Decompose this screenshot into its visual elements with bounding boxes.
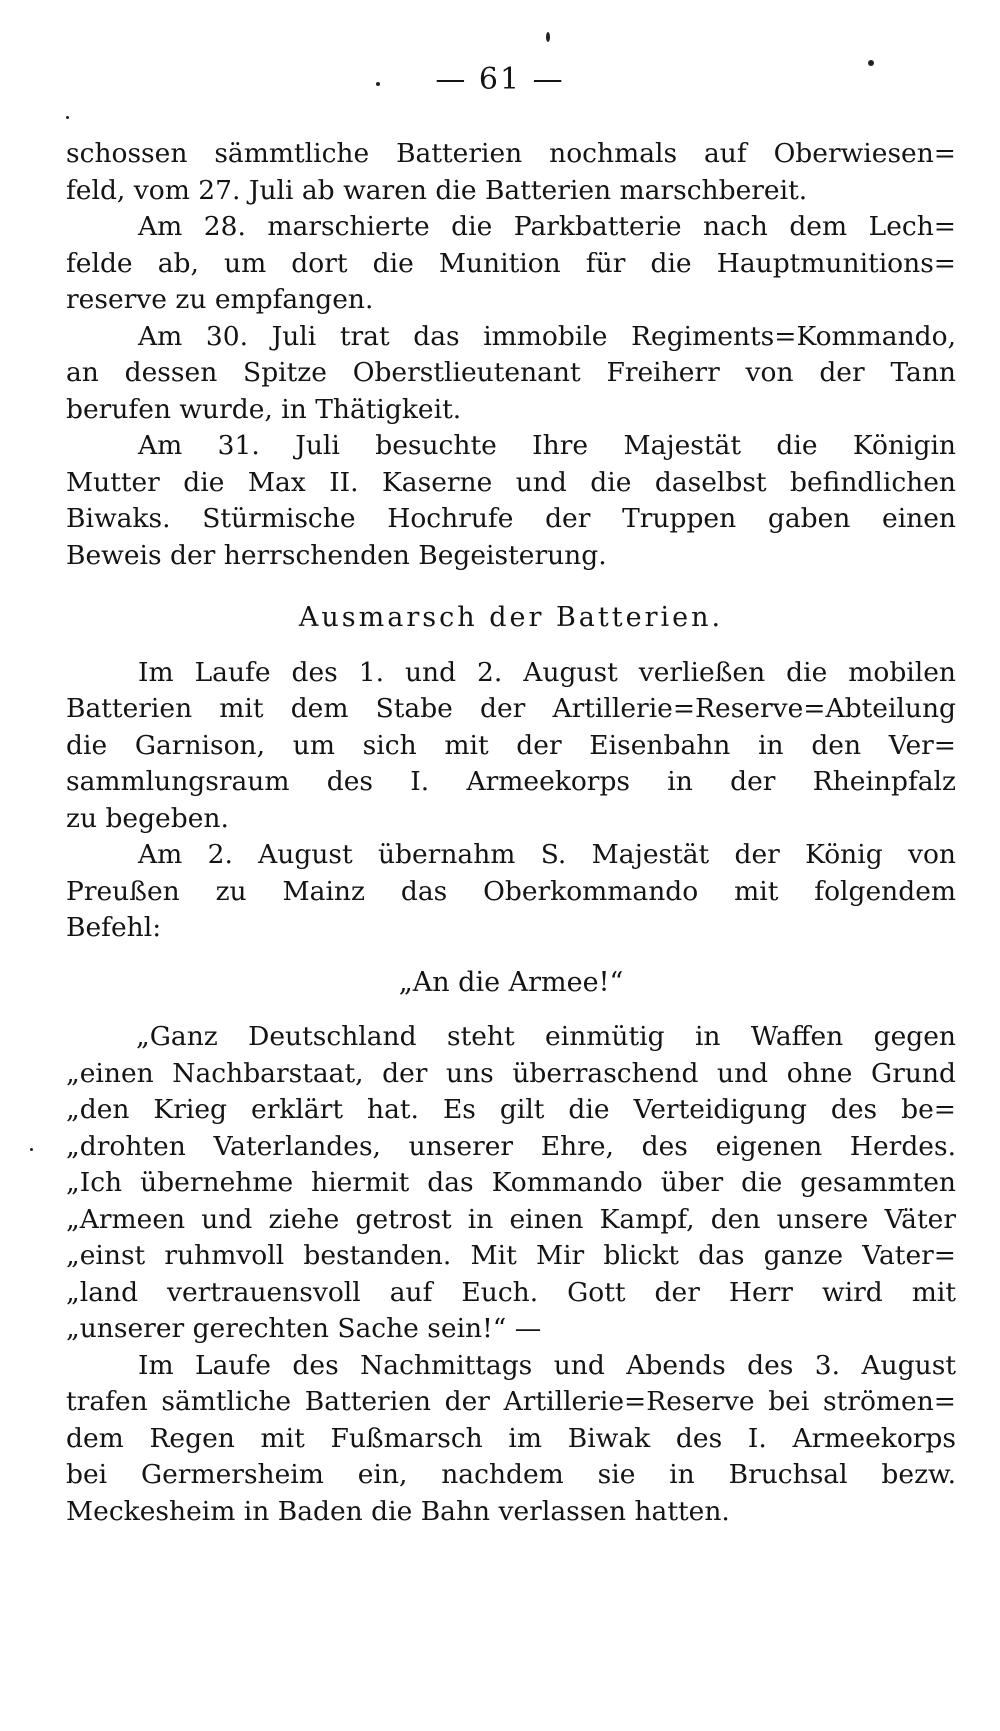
spacer bbox=[66, 947, 956, 965]
text-line: Am 2. August übernahm S. Majestät der König von bbox=[138, 839, 956, 870]
text-line: „Armeen und ziehe getrost in einen Kampf, den unsere Väter bbox=[66, 1203, 956, 1235]
text-line: Am 30. Juli trat das immobile Regiments=Kommando, bbox=[138, 320, 956, 352]
text-line: Beweis der herrschenden Begeisterung. bbox=[66, 539, 607, 571]
text-line: Mutter die Max II. Kaserne und die daselbst befindlichen bbox=[66, 466, 956, 498]
text-line: „einst ruhmvoll bestanden. Mit Mir blickt das ganze Vater= bbox=[66, 1240, 956, 1271]
text-line: schossen sämmtliche Batterien nochmals auf Oberwiesen= bbox=[66, 138, 956, 169]
text-line: an dessen Spitze Oberstlieutenant Freiherr von der Tann bbox=[66, 357, 956, 388]
proclamation-title: „An die Armee!“ bbox=[398, 966, 624, 998]
paragraph bbox=[66, 428, 956, 574]
text-line: Im Laufe des Nachmittags und Abends des 3. August bbox=[138, 1349, 956, 1381]
text-line: trafen sämtliche Batterien der Artillerie=Reserve bei strömen= bbox=[66, 1386, 956, 1417]
spacer bbox=[66, 637, 956, 655]
text-line: „unserer gerechten Sache sein!“ — bbox=[66, 1313, 542, 1344]
text-line: „einen Nachbarstaat, der uns überraschend und ohne Grund bbox=[66, 1057, 956, 1089]
ink-speck bbox=[30, 1148, 33, 1151]
text-line: zu begeben. bbox=[66, 802, 229, 834]
text-line: „Ganz Deutschland steht einmütig in Waffen gegen bbox=[136, 1021, 956, 1052]
body-text bbox=[66, 136, 956, 1530]
text-line: die Garnison, um sich mit der Eisenbahn in den Ver= bbox=[66, 729, 956, 761]
text-line: Am 28. marschierte die Parkbatterie nach dem Lech= bbox=[138, 211, 956, 242]
page-number: — 61 — bbox=[435, 62, 565, 97]
text-line: Batterien mit dem Stabe der Artillerie=Reserve=Abteilung bbox=[66, 693, 956, 724]
text-line: felde ab, um dort die Munition für die Hauptmunitions= bbox=[66, 247, 956, 279]
text-line: Biwaks. Stürmische Hochrufe der Truppen gaben einen bbox=[66, 503, 956, 534]
spacer bbox=[66, 574, 956, 600]
ink-speck bbox=[546, 32, 550, 42]
spacer bbox=[66, 1001, 956, 1019]
paragraph bbox=[66, 136, 956, 209]
paragraph bbox=[66, 319, 956, 429]
text-line: Meckesheim in Baden die Bahn verlassen hatten. bbox=[66, 1495, 730, 1527]
paragraph bbox=[66, 655, 956, 838]
text-line: Befehl: bbox=[66, 912, 162, 943]
text-line: Im Laufe des 1. und 2. August verließen die mobilen bbox=[138, 656, 956, 688]
text-line: „drohten Vaterlandes, unserer Ehre, des eigenen Herdes. bbox=[66, 1130, 956, 1162]
ink-speck bbox=[66, 116, 69, 119]
text-line: dem Regen mit Fußmarsch im Biwak des I. Armeekorps bbox=[66, 1422, 956, 1454]
text-line: „land vertrauensvoll auf Euch. Gott der Herr wird mit bbox=[66, 1276, 956, 1308]
paragraph bbox=[66, 209, 956, 319]
text-line: bei Germersheim ein, nachdem sie in Bruchsal bezw. bbox=[66, 1459, 956, 1490]
paragraph bbox=[66, 837, 956, 947]
text-line: berufen wurde, in Thätigkeit. bbox=[66, 393, 462, 425]
text-line: sammlungsraum des I. Armeekorps in der Rheinpfalz bbox=[66, 766, 956, 797]
text-line: reserve zu empfangen. bbox=[66, 284, 374, 315]
text-line: Am 31. Juli besuchte Ihre Majestät die Königin bbox=[138, 430, 956, 461]
section-heading: Ausmarsch der Batterien. bbox=[298, 602, 724, 633]
text-line: „den Krieg erklärt hat. Es gilt die Verteidigung des be= bbox=[66, 1094, 956, 1125]
text-line: Preußen zu Mainz das Oberkommando mit folgendem bbox=[66, 875, 956, 907]
proclamation-text bbox=[66, 1019, 956, 1348]
paragraph bbox=[66, 1348, 956, 1531]
text-line: feld, vom 27. Juli ab waren die Batterien marschbereit. bbox=[66, 174, 808, 206]
text-line: „Ich übernehme hiermit das Kommando über die gesammten bbox=[66, 1167, 956, 1198]
